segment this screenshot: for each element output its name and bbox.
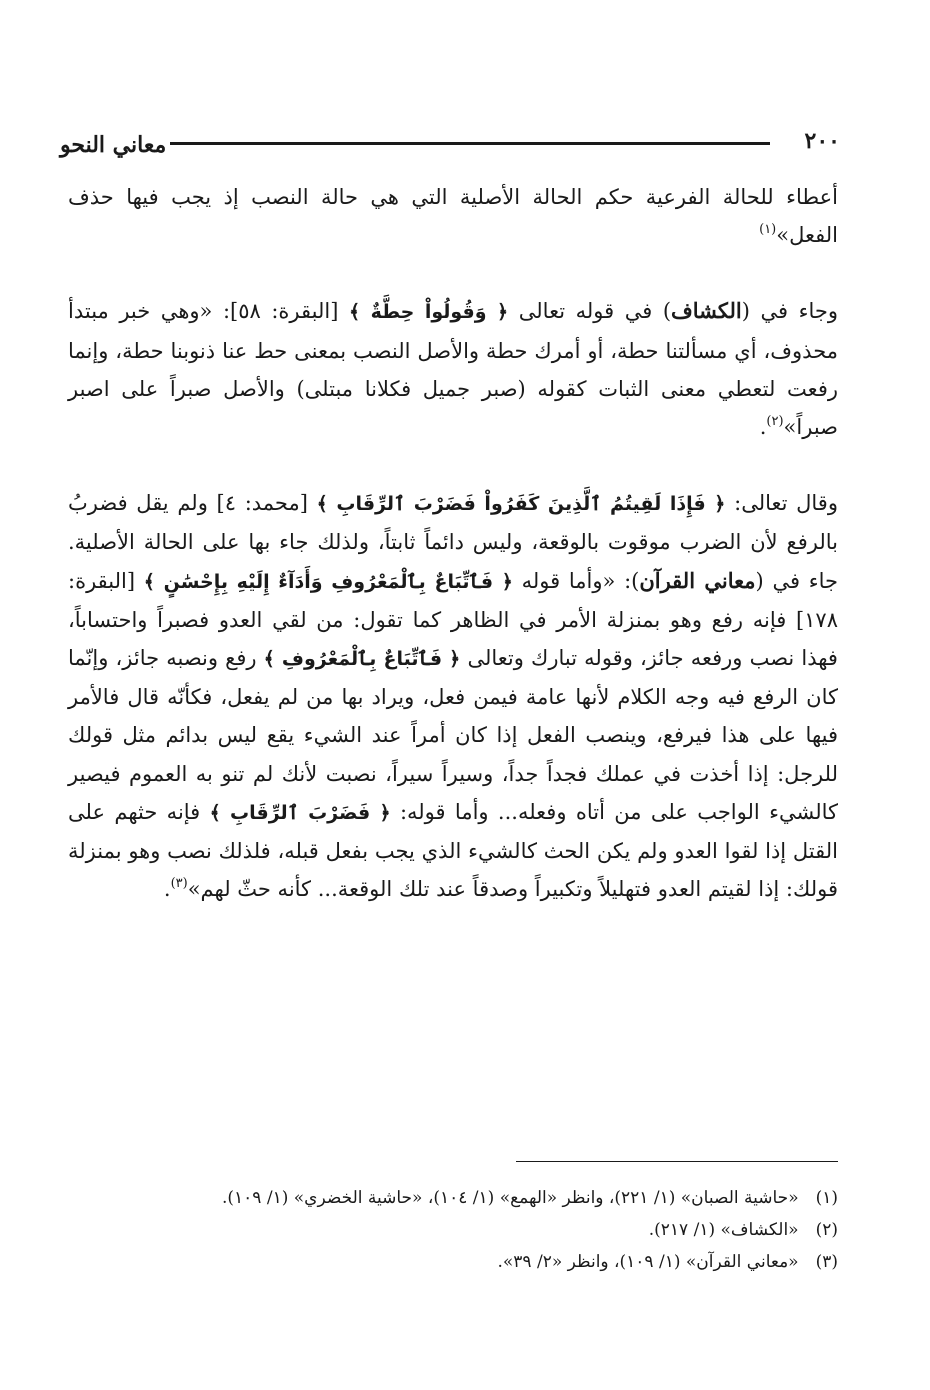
footnote-text: «حاشية الصبان» (١/ ٢٢١)، وانظر «الهمع» (١/ ١٠٤)، «حاشية الخضري» (١/ ١٠٩). [222,1188,799,1208]
header-rule [170,142,770,145]
footnote-ref-1: (١) [759,222,777,238]
text-run: رفع ونصبه جائز، وإنّما كان الرفع فيه وجه الكلام لأنها عامة فيمن فعل، ويراد بها من لم يفعل، فكأنّه قال فالأمر فيها على هذا فيرفع، وينصب الفعل إذا كان أمراً عند الشيء يقع ليس بدائم مثل قولك للرجل: إذا أخذت في عملك فجداً جداً، وسيراً سيراً، نصبت لأنك لم تنو به العموم فيصير كالشيء الواجب على من أتاه وفعله... وأما قوله: [68,646,838,824]
quran-verse: ﴿ فَٱتِّبَاعٌ بِٱلْمَعْرُوفِ ﴾ [263,648,461,671]
paragraph-spacer [68,446,838,484]
footnote-ref-3: (٣) [170,876,188,892]
paragraph-1 [68,178,838,254]
main-text [68,178,838,908]
text-run: [البقرة: ٥٨]: «وهي خبر مبتدأ محذوف، أي مسألتنا حطة، أو أمرك حطة والأصل النصب بمعنى حط عنا ذنوبنا حطة، وإنما رفعت لتعطي معنى الثبات كقوله (صبر جميل فكلانا مبتلى) والأصل صبراً على اصبر صبراً» [68,299,838,440]
text-run: فإنه حثهم على القتل إذا لقوا العدو ولم يكن الحث كالشيء الذي يجب بفعل قبله، فلذلك نصب وهو بمنزلة قولك: إذا لقيتم العدو فتهليلاً وتكبيراً وصدقاً عند تلك الوقعة... كأنه حثّ لهم» [68,799,838,902]
source-name-maani: معاني القرآن [639,567,756,593]
footnote-3 [68,1246,838,1278]
paragraph-1-text: أعطاء للحالة الفرعية حكم الحالة الأصلية التي هي حالة النصب إذ يجب فيها حذف الفعل» [68,185,838,248]
footnote-number: (٢) [815,1220,838,1240]
footnote-ref-2: (٢) [766,414,784,430]
footnote-text: «الكشاف» (١/ ٢١٧). [648,1220,799,1240]
text-run: . [759,415,767,440]
footnote-2 [68,1214,838,1246]
text-run: وقال تعالى: [725,491,838,516]
paragraph-3 [68,484,838,908]
quran-verse: ﴿ وَقُولُواْ حِطَّةٌ ﴾ [348,301,509,324]
quran-verse: ﴿ فَإِذَا لَقِيتُمُ ٱلَّذِينَ كَفَرُواْ فَضَرْبَ ٱلرِّقَابِ ﴾ [316,493,726,516]
text-run: ) في قوله تعالى [508,299,672,324]
text-run: وجاء في ( [741,299,839,324]
footnote-separator [516,1161,838,1162]
footnote-number: (١) [815,1188,838,1208]
paragraph-spacer [68,254,838,292]
text-run: [البقرة: ١٧٨] فإنه رفع وهو بمنزلة الأمر في الظاهر كما تقول: من لقي العدو فصبراً واحتساباً، فهذا نصب ورفعه جائز، وقوله تبارك وتعالى [68,568,838,671]
paragraph-2 [68,292,838,446]
text-run: ): «وأما قوله [512,568,640,593]
footnotes [68,1182,838,1278]
page-number: ٢٠٠ [804,128,840,154]
footnote-number: (٣) [815,1252,838,1272]
page-header [60,128,840,164]
text-run: . [163,877,171,902]
book-title: معاني النحو [60,132,167,158]
quran-verse: ﴿ فَضَرْبَ ٱلرِّقَابِ ﴾ [209,801,391,824]
source-name-kashaf: الكشاف [671,298,742,324]
text-run: [محمد: ٤] ولم يقل فضربُ بالرفع لأن الضرب موقوت بالوقعة، وليس دائماً ثابتاً، ولذلك جاء بها على الحالة الأصلية. جاء في ( [68,491,839,593]
footnote-text: «معاني القرآن» (١/ ١٠٩)، وانظر «٢/ ٣٩». [497,1252,799,1272]
quran-verse: ﴿ فَٱتِّبَاعٌ بِٱلْمَعْرُوفِ وَأَدَآءٌ إِلَيْهِ بِإِحْسَٰنٍ ﴾ [143,570,513,593]
footnote-1 [68,1182,838,1214]
